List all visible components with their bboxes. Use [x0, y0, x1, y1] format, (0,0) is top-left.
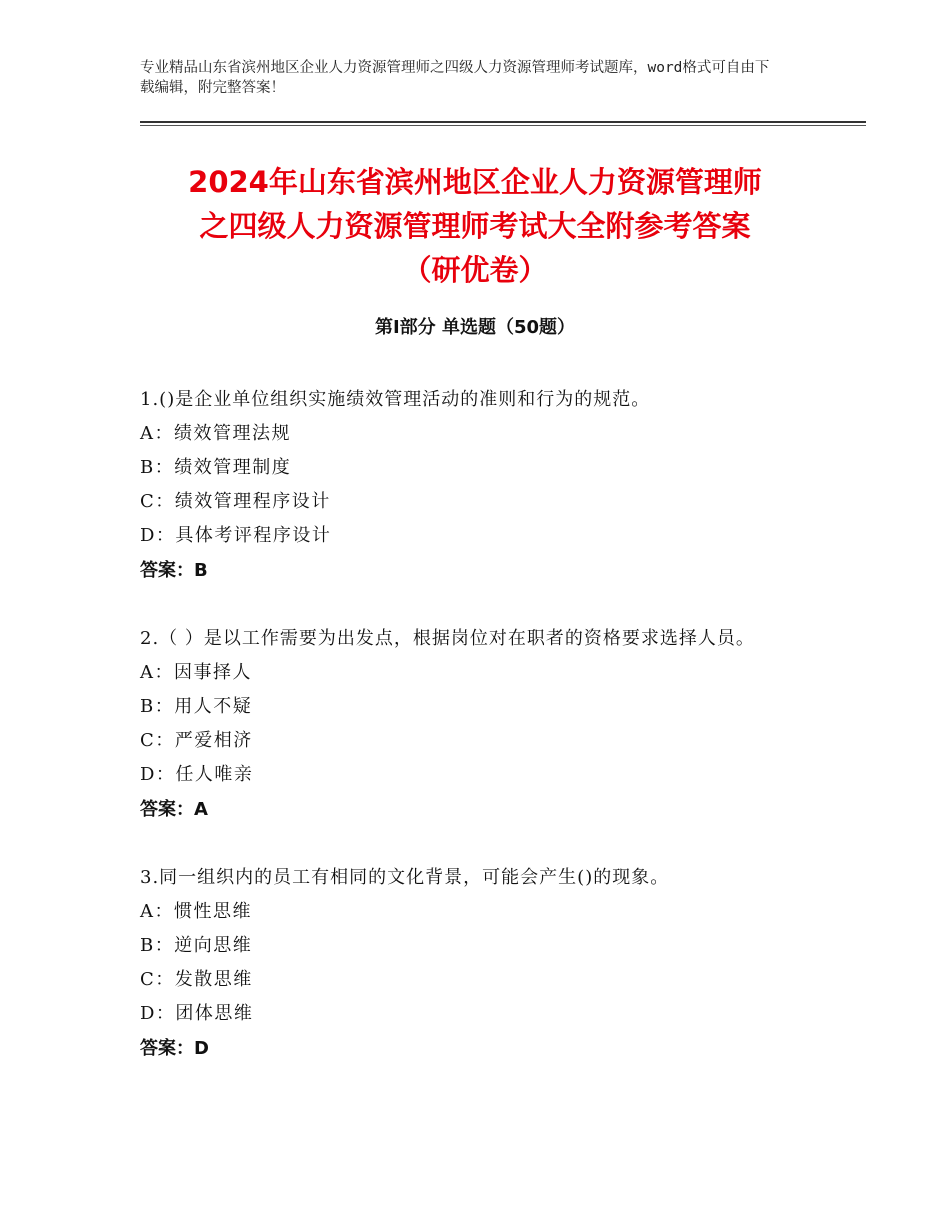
option-b: B：逆向思维: [140, 935, 253, 956]
option-d: D：团体思维: [140, 1003, 254, 1024]
title-line-2: 之四级人力资源管理师考试大全附参考答案: [199, 209, 751, 243]
option-c: C：绩效管理程序设计: [140, 491, 331, 512]
option-d: D：具体考评程序设计: [140, 525, 332, 546]
question-1: [140, 383, 820, 589]
question-3: [140, 861, 820, 1067]
title-line-3: （研优卷）: [402, 253, 548, 287]
header-rule-thick: [140, 121, 866, 123]
answer-label: 答案：D: [140, 1038, 209, 1059]
question-stem: 1.()是企业单位组织实施绩效管理活动的准则和行为的规范。: [140, 389, 651, 410]
document-title: [120, 160, 830, 292]
option-c: C：严爱相济: [140, 730, 253, 751]
title-line-1: 2024年山东省滨州地区企业人力资源管理师: [188, 165, 762, 199]
answer-label: 答案：B: [140, 560, 208, 581]
option-b: B：用人不疑: [140, 696, 253, 717]
header-rule-thin: [140, 125, 866, 126]
option-c: C：发散思维: [140, 969, 253, 990]
question-stem: 3.同一组织内的员工有相同的文化背景，可能会产生()的现象。: [140, 867, 670, 888]
option-a: A：因事择人: [140, 662, 252, 683]
question-2: [140, 622, 820, 828]
answer-label: 答案：A: [140, 799, 208, 820]
option-b: B：绩效管理制度: [140, 457, 292, 478]
option-a: A：惯性思维: [140, 901, 252, 922]
question-list: [140, 383, 820, 1100]
question-stem: 2.（ ）是以工作需要为出发点，根据岗位对在职者的资格要求选择人员。: [140, 628, 755, 649]
header-note: 专业精品山东省滨州地区企业人力资源管理师之四级人力资源管理师考试题库，word格式可自由下载编辑，附完整答案！: [140, 60, 770, 96]
section-title: 第Ⅰ部分 单选题（50题）: [374, 317, 575, 338]
option-d: D：任人唯亲: [140, 764, 254, 785]
option-a: A：绩效管理法规: [140, 423, 291, 444]
